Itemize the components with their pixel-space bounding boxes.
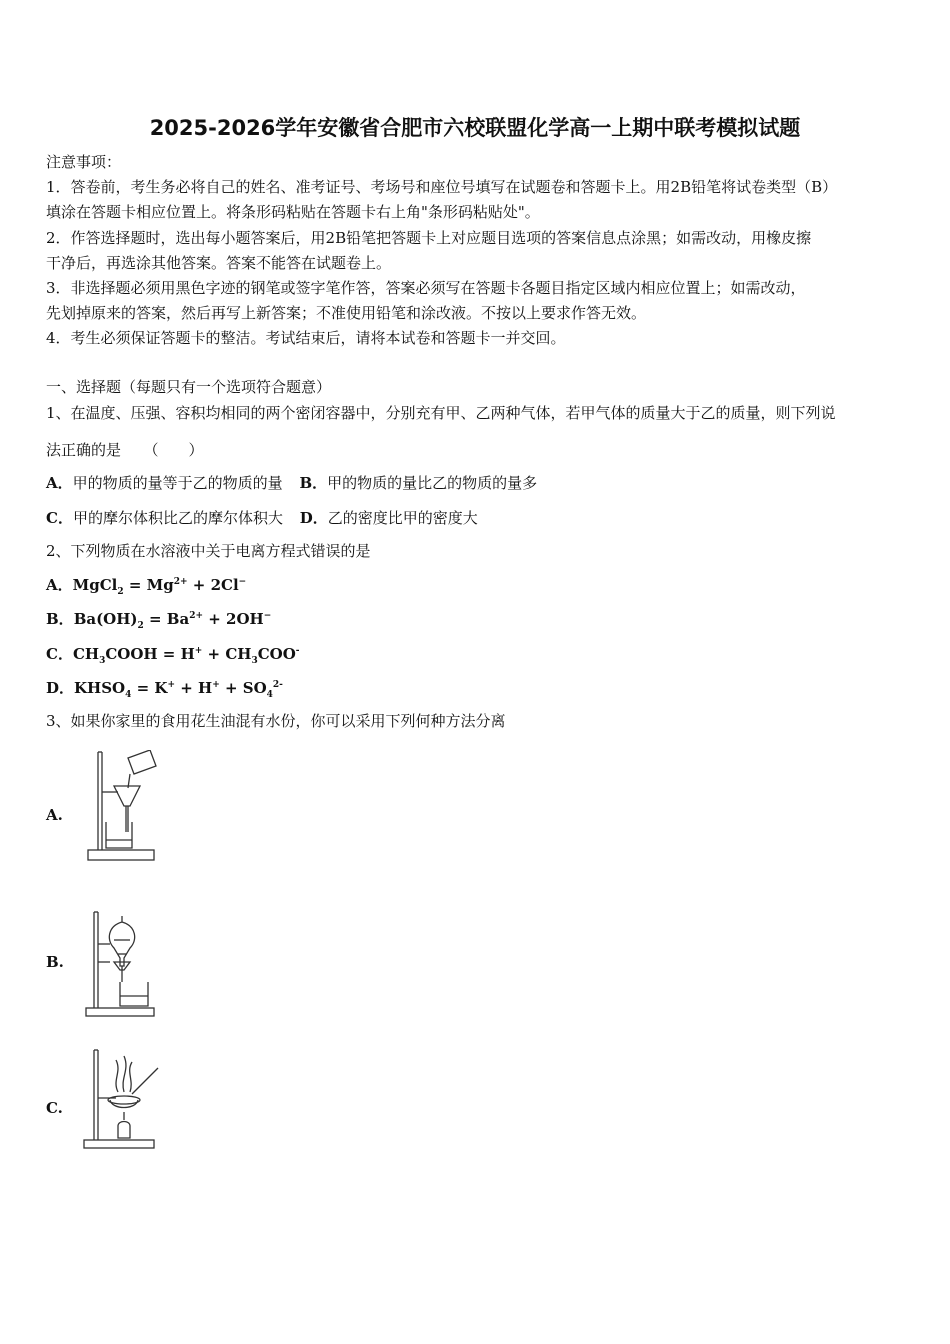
q1-option-d: 乙的密度比甲的密度大 (327, 509, 478, 527)
q3-option-c-label: C. (46, 1099, 63, 1117)
q1-option-b-label: B． (299, 474, 328, 492)
notice-line-2: 填涂在答题卡相应位置上。将条形码粘贴在答题卡右上角"条形码粘贴处"。 (46, 203, 540, 221)
q2-option-c: C．$CH_3COOH = H^+ + CH_3COO^-$ (46, 645, 300, 666)
q1-option-a: 甲的物质的量等于乙的物质的量 (72, 474, 283, 492)
q2-option-a: A．MgCl$_2$ = $Mg^{2+} + 2Cl^-$ (46, 576, 247, 597)
notice-line-6: 先划掉原来的答案，然后再写上新答案；不准使用铅笔和涂改液。不按以上要求作答无效。 (46, 304, 647, 322)
q1-options-row2 (46, 508, 478, 528)
q1-stem-line1: 1、在温度、压强、容积均相同的两个密闭容器中，分别充有甲、乙两种气体，若甲气体的质量大于乙的质量，则下列说 (46, 404, 836, 422)
q1-option-a-label: A． (46, 474, 73, 492)
notice-line-1: 1．答卷前，考生务必将自己的姓名、准考证号、考场号和座位号填写在试题卷和答题卡上。用2B铅笔将试卷类型（B） (46, 178, 838, 196)
notice-line-4: 干净后，再选涂其他答案。答案不能答在试题卷上。 (46, 254, 392, 272)
section-heading: 一、选择题（每题只有一个选项符合题意） (46, 378, 332, 396)
evaporation-apparatus-image (82, 1048, 162, 1152)
q2-option-b: B．$Ba(OH)_2 = Ba^{2+} + 2OH^-$ (46, 610, 272, 631)
notice-line-5: 3．非选择题必须用黑色字迹的钢笔或签字笔作答，答案必须写在答题卡各题目指定区域内相应位置上；如需改动， (46, 279, 806, 297)
q1-option-b: 甲的物质的量比乙的物质的量多 (327, 474, 538, 492)
notice-heading: 注意事项： (46, 153, 122, 171)
q1-options-row1 (46, 473, 537, 493)
q2-stem: 2、下列物质在水溶液中关于电离方程式错误的是 (46, 542, 371, 560)
q1-option-c-label: C． (46, 509, 73, 527)
separatory-funnel-image (84, 910, 159, 1020)
page-title: 2025-2026学年安徽省合肥市六校联盟化学高一上期中联考模拟试题 (149, 116, 801, 140)
filtration-apparatus-image (84, 750, 164, 865)
q2-option-d: D．$KHSO_4 = K^+ + H^+ + SO_4^{2-}$ (46, 679, 283, 700)
notice-line-3: 2．作答选择题时，选出每小题答案后，用2B铅笔把答题卡上对应题目选项的答案信息点涂黑；如需改动，用橡皮擦 (46, 229, 812, 247)
notice-line-7: 4．考生必须保证答题卡的整洁。考试结束后，请将本试卷和答题卡一并交回。 (46, 329, 566, 347)
q1-stem-line2: 法正确的是 （ ） (46, 441, 204, 459)
q3-stem: 3、如果你家里的食用花生油混有水份，你可以采用下列何种方法分离 (46, 712, 506, 730)
q3-option-a-label: A. (46, 806, 63, 824)
q3-option-b-label: B. (46, 953, 64, 971)
q1-option-d-label: D． (299, 509, 328, 527)
q1-option-c: 甲的摩尔体积比乙的摩尔体积大 (72, 509, 283, 527)
